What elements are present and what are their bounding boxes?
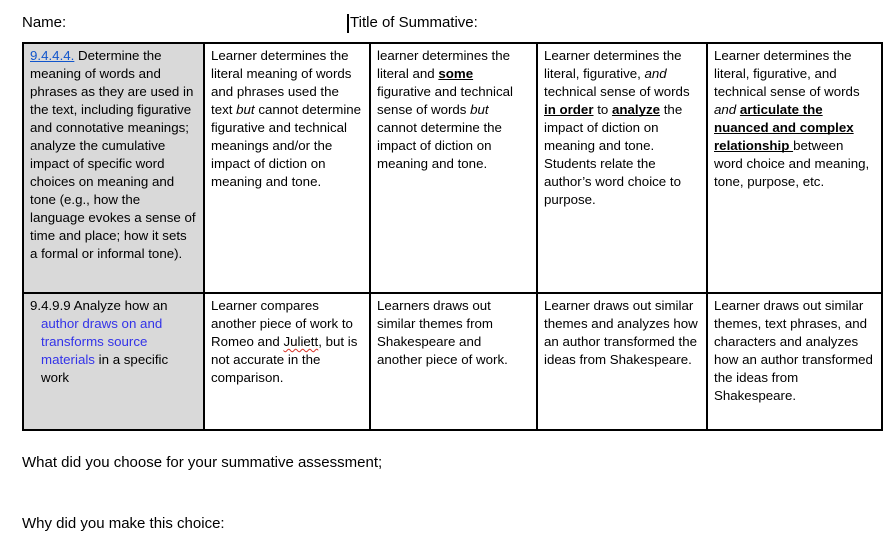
title-of-summative-label: Title of Summative: [350, 14, 478, 31]
rubric-cell-r2-level2[interactable] [370, 293, 537, 430]
table-row [23, 43, 882, 293]
rubric-cell-standard-9499[interactable] [23, 293, 204, 430]
cell-text: learner determines the literal and some figurative and technical sense of words but cannot determine the impact of diction on meaning and tone. [377, 48, 514, 171]
rubric-cell-r1-level4[interactable] [707, 43, 882, 293]
rubric-cell-r1-level1[interactable] [204, 43, 370, 293]
rubric-cell-r2-level4[interactable] [707, 293, 882, 430]
rubric-cell-r1-level2[interactable] [370, 43, 537, 293]
cell-text: Learner determines the literal, figurative, and technical sense of words in order to analyze the impact of diction on meaning and tone. Students relate the author’s word choice to purpose. [544, 48, 690, 207]
cell-text: Learner draws out similar themes and analyzes how an author transformed the ideas from Shakespeare. [544, 298, 698, 367]
cell-text: Learners draws out similar themes from Shakespeare and another piece of work. [377, 298, 508, 367]
cell-text: Learner draws out similar themes, text phrases, and characters and analyzes how an author transformed the ideas from Shakespeare. [714, 298, 873, 403]
cell-text: 9.4.4.4. Determine the meaning of words and phrases as they are used in the text, including figurative and connotative meanings; analyze the cumulative impact of specific word choices on meaning and tone (e.g., how the language evokes a sense of time and place; how it sets a formal or informal tone). [30, 48, 196, 261]
name-label[interactable]: Name: [22, 14, 67, 31]
rubric-cell-standard-9444[interactable] [23, 43, 204, 293]
rubric-cell-r2-level3[interactable] [537, 293, 707, 430]
text-cursor [347, 14, 349, 33]
rubric-table [22, 42, 883, 431]
table-row [23, 293, 882, 430]
choice-reason-question[interactable]: Why did you make this choice: [22, 515, 225, 532]
cell-text: Learner determines the literal, figurative, and technical sense of words and articulate the nuanced and complex relationship between word choice and meaning, tone, purpose, etc. [714, 48, 870, 189]
cell-text: Learner determines the literal meaning of words and phrases used the text but cannot determine figurative and technical meanings and/or the impact of diction on meaning and tone. [211, 48, 362, 189]
cell-text: Learner compares another piece of work to Romeo and Juliett, but is not accurate in the comparison. [211, 298, 358, 385]
cell-text: 9.4.9.9 Analyze how an author draws on and transforms source materials in a specific work [30, 298, 169, 385]
summative-choice-question[interactable]: What did you choose for your summative assessment; [22, 454, 383, 471]
rubric-cell-r1-level3[interactable] [537, 43, 707, 293]
title-of-summative-line[interactable] [347, 13, 478, 33]
rubric-cell-r2-level1[interactable] [204, 293, 370, 430]
